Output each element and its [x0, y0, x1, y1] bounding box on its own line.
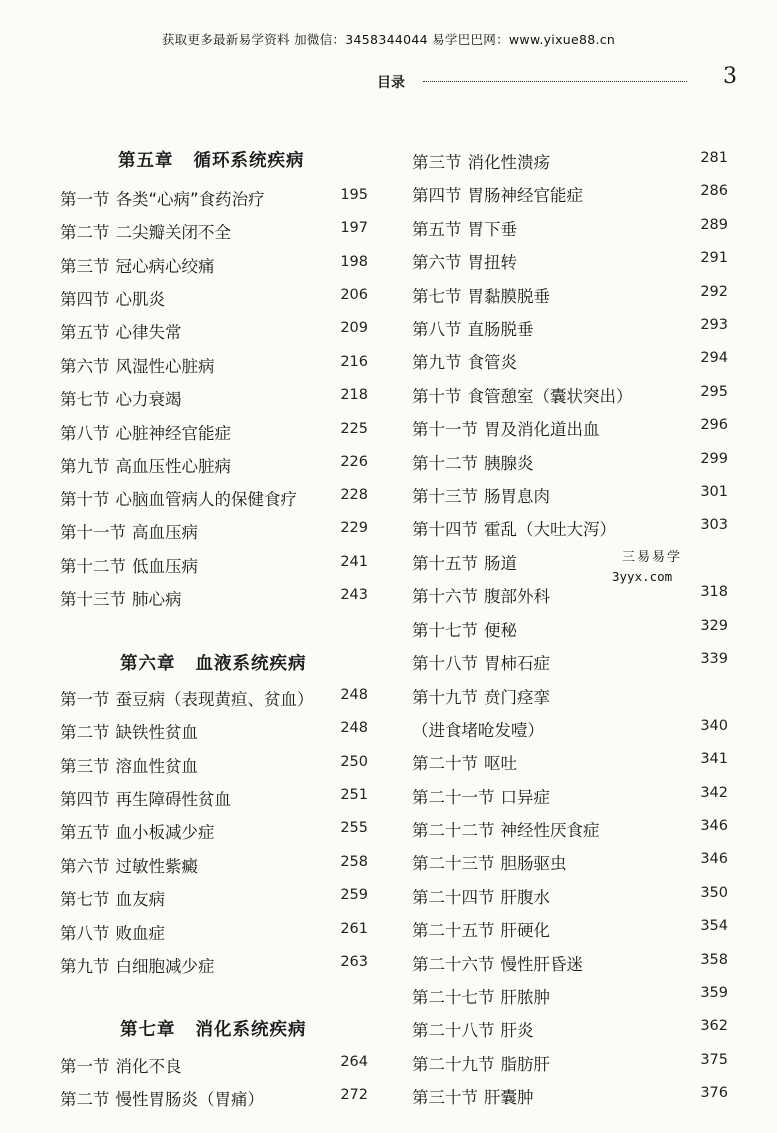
toc-entry[interactable]: 第二节 缺铁性贫血 248	[60, 720, 368, 742]
toc-entry[interactable]: 第三十节 肝囊肿 376	[412, 1085, 728, 1107]
chapter-heading: 第七章 消化系统疾病	[120, 1020, 307, 1040]
toc-entry[interactable]: 第四节 心肌炎 206	[60, 287, 368, 309]
toc-entry[interactable]: 第九节 白细胞减少症 263	[60, 954, 368, 976]
toc-entry[interactable]: 第八节 直肠脱垂 293	[412, 317, 728, 339]
toc-entry[interactable]: 第三节 消化性溃疡 281	[412, 150, 728, 172]
toc-entry[interactable]: 第五节 心律失常 209	[60, 320, 368, 342]
page-number: 3	[723, 64, 737, 89]
toc-entry[interactable]: 第二十五节 肝硬化 354	[412, 918, 728, 940]
toc-entry[interactable]: 第二十六节 慢性肝昏迷 358	[412, 952, 728, 974]
toc-entry[interactable]: 第十七节 便秘 329	[412, 618, 728, 640]
toc-entry[interactable]: 第二节 二尖瓣关闭不全 197	[60, 220, 368, 242]
toc-entry[interactable]: 第十三节 肺心病 243	[60, 587, 368, 609]
toc-entry[interactable]: 第十五节 肠道	[412, 554, 517, 573]
toc-entry[interactable]: 第四节 再生障碍性贫血 251	[60, 787, 368, 809]
toc-entry[interactable]: 第三节 冠心病心绞痛 198	[60, 254, 368, 276]
toc-entry[interactable]: 第五节 血小板减少症 255	[60, 820, 368, 842]
header-leader-dots	[423, 81, 687, 82]
toc-entry[interactable]: 第三节 溶血性贫血 250	[60, 754, 368, 776]
toc-entry[interactable]: 第九节 食管炎 294	[412, 350, 728, 372]
toc-entry[interactable]: 第五节 胃下垂 289	[412, 217, 728, 239]
toc-entry[interactable]: 第六节 过敏性紫癜 258	[60, 854, 368, 876]
chapter-heading: 第五章 循环系统疾病	[118, 151, 305, 171]
toc-entry[interactable]: 第六节 风湿性心脏病 216	[60, 354, 368, 376]
toc-entry[interactable]: 第十节 食管憩室（囊状突出） 295	[412, 384, 728, 406]
toc-entry[interactable]: 第七节 心力衰竭 218	[60, 387, 368, 409]
toc-entry[interactable]: 第二十四节 肝腹水 350	[412, 885, 728, 907]
watermark-stamp	[612, 548, 696, 588]
toc-entry[interactable]: 第二十八节 肝炎 362	[412, 1018, 728, 1040]
chapter-heading: 第六章 血液系统疾病	[120, 654, 307, 674]
toc-entry[interactable]: 第十九节 贲门痉挛	[412, 688, 550, 707]
toc-entry[interactable]: 第二节 慢性胃肠炎（胃痛） 272	[60, 1087, 368, 1109]
toc-entry[interactable]: 第一节 蚕豆病（表现黄疸、贫血） 248	[60, 687, 368, 709]
toc-entry[interactable]: 第二十一节 口异症 342	[412, 785, 728, 807]
download-banner: 获取更多最新易学资料 加微信：3458344044 易学巴巴网：www.yixue88.cn	[161, 32, 616, 47]
toc-entry[interactable]: 第十一节 高血压病 229	[60, 520, 368, 542]
watermark-line1: 三易易学	[622, 550, 683, 565]
toc-entry[interactable]: 第六节 胃扭转 291	[412, 250, 728, 272]
toc-entry[interactable]: 第二十节 呕吐 341	[412, 751, 728, 773]
toc-entry[interactable]: 第二十七节 肝脓肿 359	[412, 985, 728, 1007]
toc-entry-continuation[interactable]: （进食堵呛发噎） 340	[412, 718, 728, 740]
toc-entry[interactable]: 第十四节 霍乱（大吐大泻） 303	[412, 517, 728, 539]
toc-entry[interactable]: 第十二节 胰腺炎 299	[412, 451, 728, 473]
toc-entry[interactable]: 第十三节 肠胃息肉 301	[412, 484, 728, 506]
toc-entry[interactable]: 第一节 各类“心病”食药治疗 195	[60, 187, 368, 209]
toc-entry[interactable]: 第二十九节 脂肪肝 375	[412, 1052, 728, 1074]
toc-entry[interactable]: 第八节 心脏神经官能症 225	[60, 421, 368, 443]
toc-entry[interactable]: 第二十三节 胆肠驱虫 346	[412, 851, 728, 873]
toc-entry[interactable]: 第八节 败血症 261	[60, 921, 368, 943]
toc-entry[interactable]: 第七节 胃黏膜脱垂 292	[412, 284, 728, 306]
toc-entry[interactable]: 第十一节 胃及消化道出血 296	[412, 417, 728, 439]
running-header	[377, 66, 737, 94]
toc-entry[interactable]: 第一节 消化不良 264	[60, 1054, 368, 1076]
toc-entry[interactable]: 第七节 血友病 259	[60, 887, 368, 909]
toc-entry[interactable]: 第十二节 低血压病 241	[60, 554, 368, 576]
toc-entry[interactable]: 第二十二节 神经性厌食症 346	[412, 818, 728, 840]
toc-entry[interactable]: 第十八节 胃柿石症 339	[412, 651, 728, 673]
toc-entry[interactable]: 第九节 高血压性心脏病 226	[60, 454, 368, 476]
watermark-line2: 3yyx.com	[612, 569, 673, 584]
toc-entry[interactable]: 第十六节 腹部外科 318	[412, 584, 728, 606]
header-label: 目录	[377, 75, 405, 91]
toc-entry[interactable]: 第四节 胃肠神经官能症 286	[412, 183, 728, 205]
toc-entry[interactable]: 第十节 心脑血管病人的保健食疗 228	[60, 487, 368, 509]
